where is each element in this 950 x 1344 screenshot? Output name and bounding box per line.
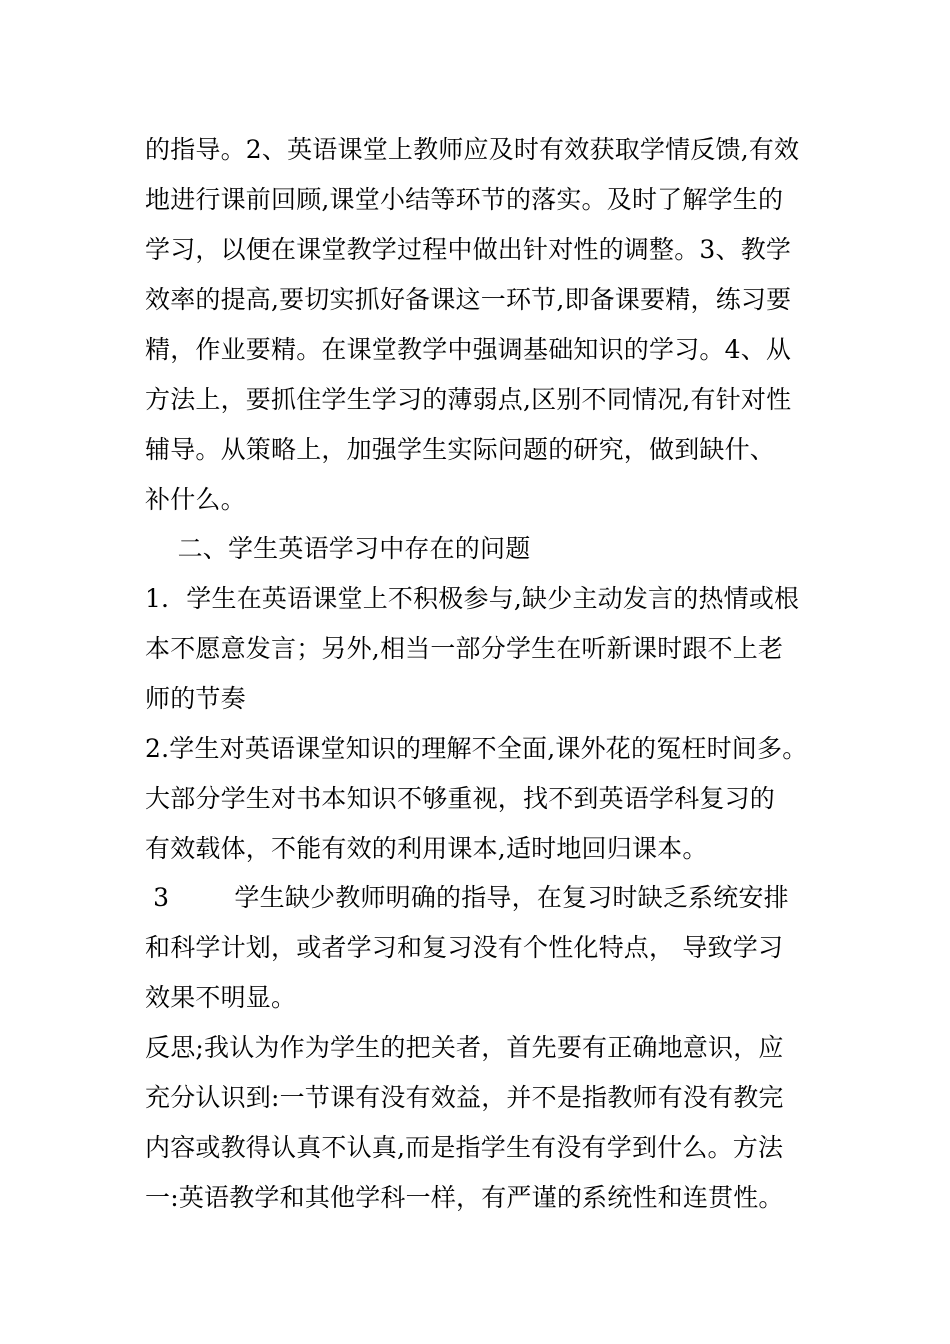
text-line-2: 地进行课前回顾,课堂小结等环节的落实。及时了解学生的 [145, 185, 784, 214]
text-line-1: 的指导。2、英语课堂上教师应及时有效获取学情反馈,有效 [145, 135, 800, 164]
text-line-14: 大部分学生对书本知识不够重视，找不到英语学科复习的 [145, 784, 776, 813]
text-line-20: 充分认识到:一节课有没有效益，并不是指教师有没有教完 [145, 1083, 784, 1112]
text-line-10: 1．学生在英语课堂上不积极参与,缺少主动发言的热情或根 [145, 584, 800, 613]
text-line-18: 效果不明显。 [145, 983, 297, 1012]
text-line-22: 一:英语教学和其他学科一样，有严谨的系统性和连贯性。 [145, 1183, 784, 1212]
text-line-19: 反思;我认为作为学生的把关者，首先要有正确地意识，应 [145, 1033, 784, 1062]
text-line-11: 本不愿意发言；另外,相当一部分学生在听新课时跟不上老 [145, 634, 784, 663]
text-line-8: 补什么。 [145, 485, 246, 514]
text-line-17: 和科学计划，或者学习和复习没有个性化特点， 导致学习 [145, 933, 784, 962]
text-line-13: 2.学生对英语课堂知识的理解不全面,课外花的冤枉时间多。 [145, 734, 808, 763]
text-line-21: 内容或教得认真不认真,而是指学生有没有学到什么。方法 [145, 1133, 784, 1162]
text-line-16: 3 学生缺少教师明确的指导，在复习时缺乏系统安排 [145, 883, 789, 912]
text-line-3: 学习，以便在课堂教学过程中做出针对性的调整。3、教学 [145, 235, 792, 264]
text-line-15: 有效载体，不能有效的利用课本,适时地回归课本。 [145, 834, 708, 863]
text-line-4: 效率的提高,要切实抓好备课这一环节,即备课要精，练习要 [145, 285, 792, 314]
text-line-7: 辅导。从策略上，加强学生实际问题的研究，做到缺什、 [145, 435, 776, 464]
text-line-6: 方法上，要抓住学生学习的薄弱点,区别不同情况,有针对性 [145, 385, 792, 414]
section-heading: 二、学生英语学习中存在的问题 [145, 534, 531, 563]
text-line-12: 师的节奏 [145, 684, 246, 713]
text-line-5: 精，作业要精。在课堂教学中强调基础知识的学习。4、从 [145, 335, 792, 364]
